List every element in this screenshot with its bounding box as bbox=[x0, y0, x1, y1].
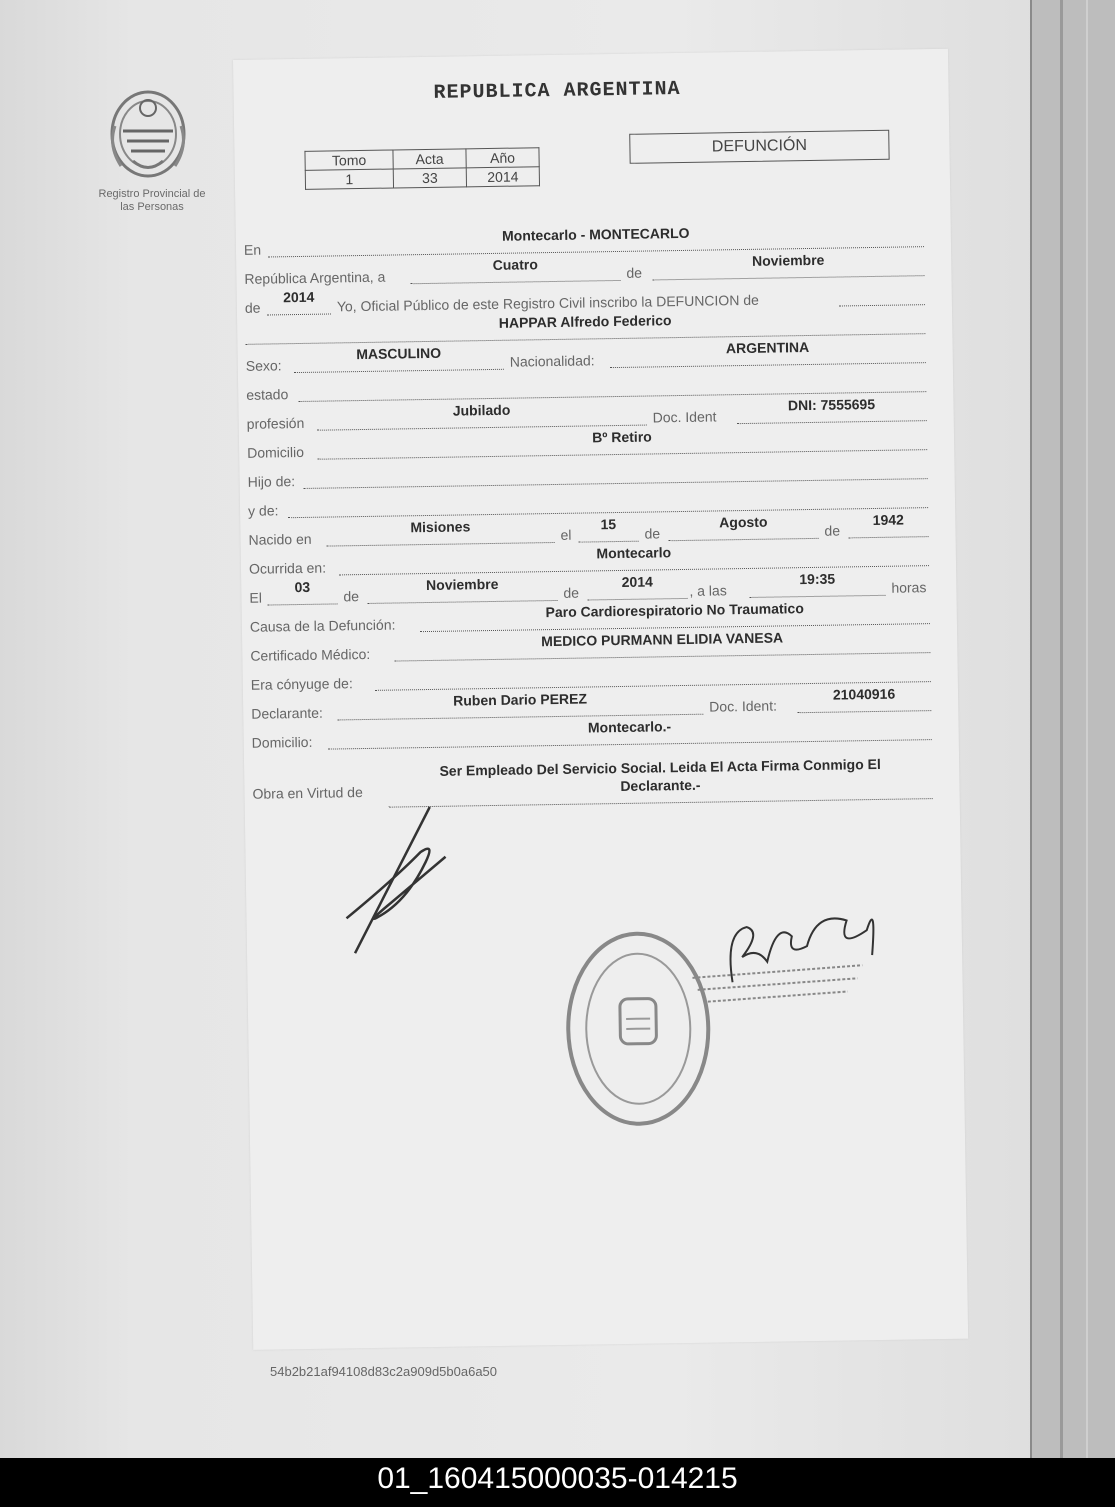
ocurrida-field: Montecarlo bbox=[339, 547, 929, 575]
official-signature-stroke bbox=[345, 848, 446, 919]
nacionalidad-field: ARGENTINA bbox=[610, 344, 926, 368]
signatures-and-seal bbox=[233, 49, 968, 1350]
en-field: Montecarlo - MONTECARLO bbox=[268, 228, 924, 257]
profesion-field: Jubilado bbox=[317, 407, 647, 431]
de2-label: de bbox=[244, 299, 261, 316]
republica-label: República Argentina, a bbox=[244, 268, 386, 287]
nac-anio-field: 1942 bbox=[848, 518, 928, 538]
nacido-label: Nacido en bbox=[248, 530, 312, 548]
page-edge bbox=[1060, 0, 1063, 1458]
country-title: REPUBLICA ARGENTINA bbox=[433, 77, 681, 105]
def-mes-field: Noviembre bbox=[367, 582, 557, 604]
doc-ident-field: DNI: 7555695 bbox=[736, 402, 926, 424]
decl-domicilio-field: Montecarlo.- bbox=[328, 721, 932, 749]
registry-caption-line: Registro Provincial de bbox=[98, 188, 206, 200]
en-label: En bbox=[243, 241, 262, 258]
nac-dia-field: 15 bbox=[578, 523, 638, 543]
obra-line1: Ser Empleado Del Servicio Social. Leida El Acta Firma Conmigo El bbox=[439, 755, 881, 779]
nacionalidad-label: Nacionalidad: bbox=[509, 352, 595, 370]
page-edge bbox=[1086, 0, 1088, 1458]
acta-header: Acta bbox=[393, 149, 466, 169]
declarante-label: Declarante: bbox=[251, 704, 323, 722]
death-certificate-form bbox=[233, 49, 968, 1350]
domicilio-label: Domicilio bbox=[247, 443, 305, 461]
causa-field: Paro Cardiorespiratorio No Traumatico bbox=[420, 605, 930, 632]
acta-value: 33 bbox=[393, 168, 466, 188]
domicilio-field: Bº Retiro bbox=[317, 431, 927, 460]
conyuge-label: Era cónyuge de: bbox=[250, 675, 353, 693]
sexo-label: Sexo: bbox=[245, 357, 282, 374]
dia-field: Cuatro bbox=[410, 262, 620, 284]
obra-label: Obra en Virtud de bbox=[252, 784, 363, 802]
def-de-label: de bbox=[343, 588, 360, 605]
profesion-label: profesión bbox=[246, 414, 305, 432]
ocurrida-label: Ocurrida en: bbox=[248, 559, 327, 577]
estado-label: estado bbox=[246, 386, 289, 403]
obra-field: Declarante.- bbox=[388, 780, 932, 808]
hijo-label: Hijo de: bbox=[247, 473, 296, 490]
authorized-signature-stroke bbox=[730, 918, 874, 982]
horas-label: horas bbox=[891, 579, 927, 596]
el2-label: El bbox=[249, 589, 263, 606]
sexo-field: MASCULINO bbox=[294, 351, 504, 373]
hora-field: 19:35 bbox=[749, 577, 885, 598]
inscribo-text: Yo, Oficial Público de este Registro Civil inscribo la DEFUNCION de bbox=[336, 291, 759, 315]
registry-caption bbox=[82, 188, 222, 214]
nombre-field: HAPPAR Alfredo Federico bbox=[245, 315, 925, 345]
document-type-box: DEFUNCIÓN bbox=[629, 130, 889, 164]
decl-domicilio-label: Domicilio: bbox=[251, 733, 313, 751]
alas-label: , a las bbox=[689, 582, 727, 599]
mes-field: Noviembre bbox=[652, 257, 924, 280]
nacido-field: Misiones bbox=[326, 524, 554, 547]
document-hash: 54b2b21af94108d83c2a909d5b0a6a50 bbox=[270, 1364, 498, 1379]
causa-label: Causa de la Defunción: bbox=[249, 616, 396, 635]
declarante-field: Ruben Dario PEREZ bbox=[337, 696, 703, 721]
certificado-label: Certificado Médico: bbox=[250, 645, 371, 664]
registry-caption-line: las Personas bbox=[120, 201, 184, 213]
def-anio-field: 2014 bbox=[587, 580, 687, 601]
de-label: de bbox=[626, 264, 643, 281]
image-code: 01_160415000035-014215 bbox=[377, 1462, 738, 1495]
tomo-value: 1 bbox=[305, 169, 393, 189]
authorized-stamp-text-lines bbox=[692, 965, 863, 1002]
anio-field: 2014 bbox=[267, 295, 331, 315]
nac-de2-label: de bbox=[824, 522, 841, 539]
certificado-field: MEDICO PURMANN ELIDIA VANESA bbox=[394, 634, 930, 661]
provincial-seal-logo bbox=[103, 86, 193, 186]
doc-ident-label: Doc. Ident bbox=[652, 408, 717, 426]
nac-mes-field: Agosto bbox=[668, 520, 818, 541]
tomo-header: Tomo bbox=[305, 150, 393, 170]
registry-stamp bbox=[567, 933, 710, 1125]
decl-doc-label: Doc. Ident: bbox=[709, 697, 778, 715]
el-label: el bbox=[560, 526, 572, 543]
anio-value: 2014 bbox=[466, 167, 539, 187]
anio-header: Año bbox=[466, 148, 539, 168]
yde-label: y de: bbox=[247, 502, 279, 519]
back-sheet bbox=[1030, 0, 1115, 1458]
def-dia-field: 03 bbox=[267, 585, 337, 605]
def-de2-label: de bbox=[563, 584, 580, 601]
nac-de-label: de bbox=[644, 525, 661, 542]
decl-doc-field: 21040916 bbox=[797, 692, 931, 713]
